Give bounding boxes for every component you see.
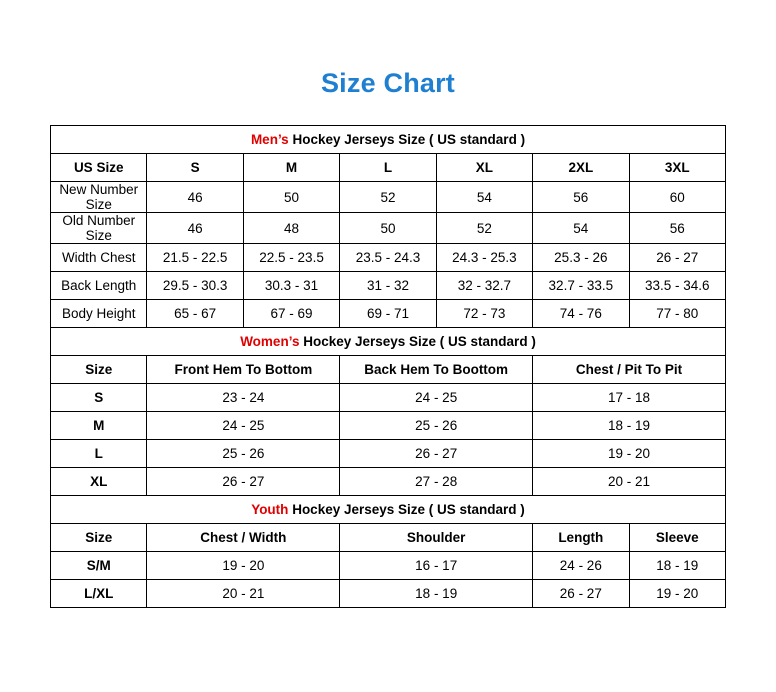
column-header: Shoulder <box>340 524 533 552</box>
size-chart-table <box>50 125 726 608</box>
column-header: XL <box>436 154 532 182</box>
row-header: New Number Size <box>51 182 147 213</box>
column-header: 2XL <box>533 154 629 182</box>
table-cell: 46 <box>147 213 243 244</box>
table-row <box>51 272 726 300</box>
table-cell: 18 - 19 <box>533 412 726 440</box>
table-row <box>51 244 726 272</box>
table-cell: 72 - 73 <box>436 300 532 328</box>
table-row <box>51 552 726 580</box>
row-header: Old Number Size <box>51 213 147 244</box>
column-header: M <box>243 154 339 182</box>
table-cell: 25 - 26 <box>340 412 533 440</box>
table-cell: 25.3 - 26 <box>533 244 629 272</box>
column-header-row <box>51 356 726 384</box>
row-header: Back Length <box>51 272 147 300</box>
table-cell: 18 - 19 <box>629 552 725 580</box>
table-row <box>51 412 726 440</box>
table-cell: 24 - 25 <box>147 412 340 440</box>
column-header: Length <box>533 524 629 552</box>
row-header: M <box>51 412 147 440</box>
table-row <box>51 384 726 412</box>
section-banner <box>51 328 726 356</box>
table-cell: 19 - 20 <box>629 580 725 608</box>
table-cell: 26 - 27 <box>340 440 533 468</box>
table-cell: 27 - 28 <box>340 468 533 496</box>
section-banner-accent: Men’s <box>250 132 289 147</box>
column-header-row <box>51 524 726 552</box>
table-row <box>51 440 726 468</box>
table-cell: 33.5 - 34.6 <box>629 272 725 300</box>
size-chart <box>50 125 726 608</box>
table-cell: 19 - 20 <box>533 440 726 468</box>
column-header: L <box>340 154 436 182</box>
column-header: Back Hem To Boottom <box>340 356 533 384</box>
column-header: Chest / Width <box>147 524 340 552</box>
table-cell: 29.5 - 30.3 <box>147 272 243 300</box>
table-cell: 32.7 - 33.5 <box>533 272 629 300</box>
row-header: Width Chest <box>51 244 147 272</box>
row-header: S/M <box>51 552 147 580</box>
table-cell: 54 <box>436 182 532 213</box>
table-cell: 50 <box>340 213 436 244</box>
section-banner <box>51 496 726 524</box>
table-row <box>51 300 726 328</box>
table-cell: 19 - 20 <box>147 552 340 580</box>
table-cell: 69 - 71 <box>340 300 436 328</box>
table-cell: 25 - 26 <box>147 440 340 468</box>
table-cell: 31 - 32 <box>340 272 436 300</box>
section-banner <box>51 126 726 154</box>
column-header-row <box>51 154 726 182</box>
table-cell: 54 <box>533 213 629 244</box>
table-cell: 74 - 76 <box>533 300 629 328</box>
row-header: L <box>51 440 147 468</box>
row-header: XL <box>51 468 147 496</box>
table-cell: 20 - 21 <box>147 580 340 608</box>
column-header: Size <box>51 524 147 552</box>
table-cell: 65 - 67 <box>147 300 243 328</box>
table-row <box>51 213 726 244</box>
table-cell: 56 <box>629 213 725 244</box>
section-banner-accent: Youth <box>251 502 289 517</box>
table-cell: 20 - 21 <box>533 468 726 496</box>
table-cell: 16 - 17 <box>340 552 533 580</box>
table-cell: 17 - 18 <box>533 384 726 412</box>
section-banner-rest: Hockey Jerseys Size ( US standard ) <box>288 502 525 517</box>
column-header: 3XL <box>629 154 725 182</box>
section-banner-rest: Hockey Jerseys Size ( US standard ) <box>288 132 526 147</box>
section-banner-accent: Women’s <box>240 334 300 349</box>
table-cell: 24 - 25 <box>340 384 533 412</box>
row-header: Body Height <box>51 300 147 328</box>
table-cell: 32 - 32.7 <box>436 272 532 300</box>
table-cell: 50 <box>243 182 339 213</box>
table-cell: 18 - 19 <box>340 580 533 608</box>
table-cell: 46 <box>147 182 243 213</box>
table-cell: 21.5 - 22.5 <box>147 244 243 272</box>
table-cell: 26 - 27 <box>533 580 629 608</box>
table-cell: 24.3 - 25.3 <box>436 244 532 272</box>
table-cell: 77 - 80 <box>629 300 725 328</box>
table-cell: 26 - 27 <box>629 244 725 272</box>
column-header: S <box>147 154 243 182</box>
table-cell: 23 - 24 <box>147 384 340 412</box>
table-row <box>51 182 726 213</box>
column-header: Sleeve <box>629 524 725 552</box>
column-header: Chest / Pit To Pit <box>533 356 726 384</box>
table-cell: 52 <box>340 182 436 213</box>
column-header: Front Hem To Bottom <box>147 356 340 384</box>
table-cell: 23.5 - 24.3 <box>340 244 436 272</box>
column-header: US Size <box>51 154 147 182</box>
table-cell: 67 - 69 <box>243 300 339 328</box>
section-banner-row <box>51 496 726 524</box>
section-banner-rest: Hockey Jerseys Size ( US standard ) <box>299 334 536 349</box>
row-header: S <box>51 384 147 412</box>
table-row <box>51 468 726 496</box>
table-cell: 52 <box>436 213 532 244</box>
table-cell: 24 - 26 <box>533 552 629 580</box>
table-cell: 56 <box>533 182 629 213</box>
table-cell: 26 - 27 <box>147 468 340 496</box>
table-row <box>51 580 726 608</box>
table-cell: 48 <box>243 213 339 244</box>
section-banner-row <box>51 328 726 356</box>
column-header: Size <box>51 356 147 384</box>
table-cell: 60 <box>629 182 725 213</box>
table-cell: 30.3 - 31 <box>243 272 339 300</box>
table-cell: 22.5 - 23.5 <box>243 244 339 272</box>
page-title: Size Chart <box>320 68 456 98</box>
row-header: L/XL <box>51 580 147 608</box>
section-banner-row <box>51 126 726 154</box>
